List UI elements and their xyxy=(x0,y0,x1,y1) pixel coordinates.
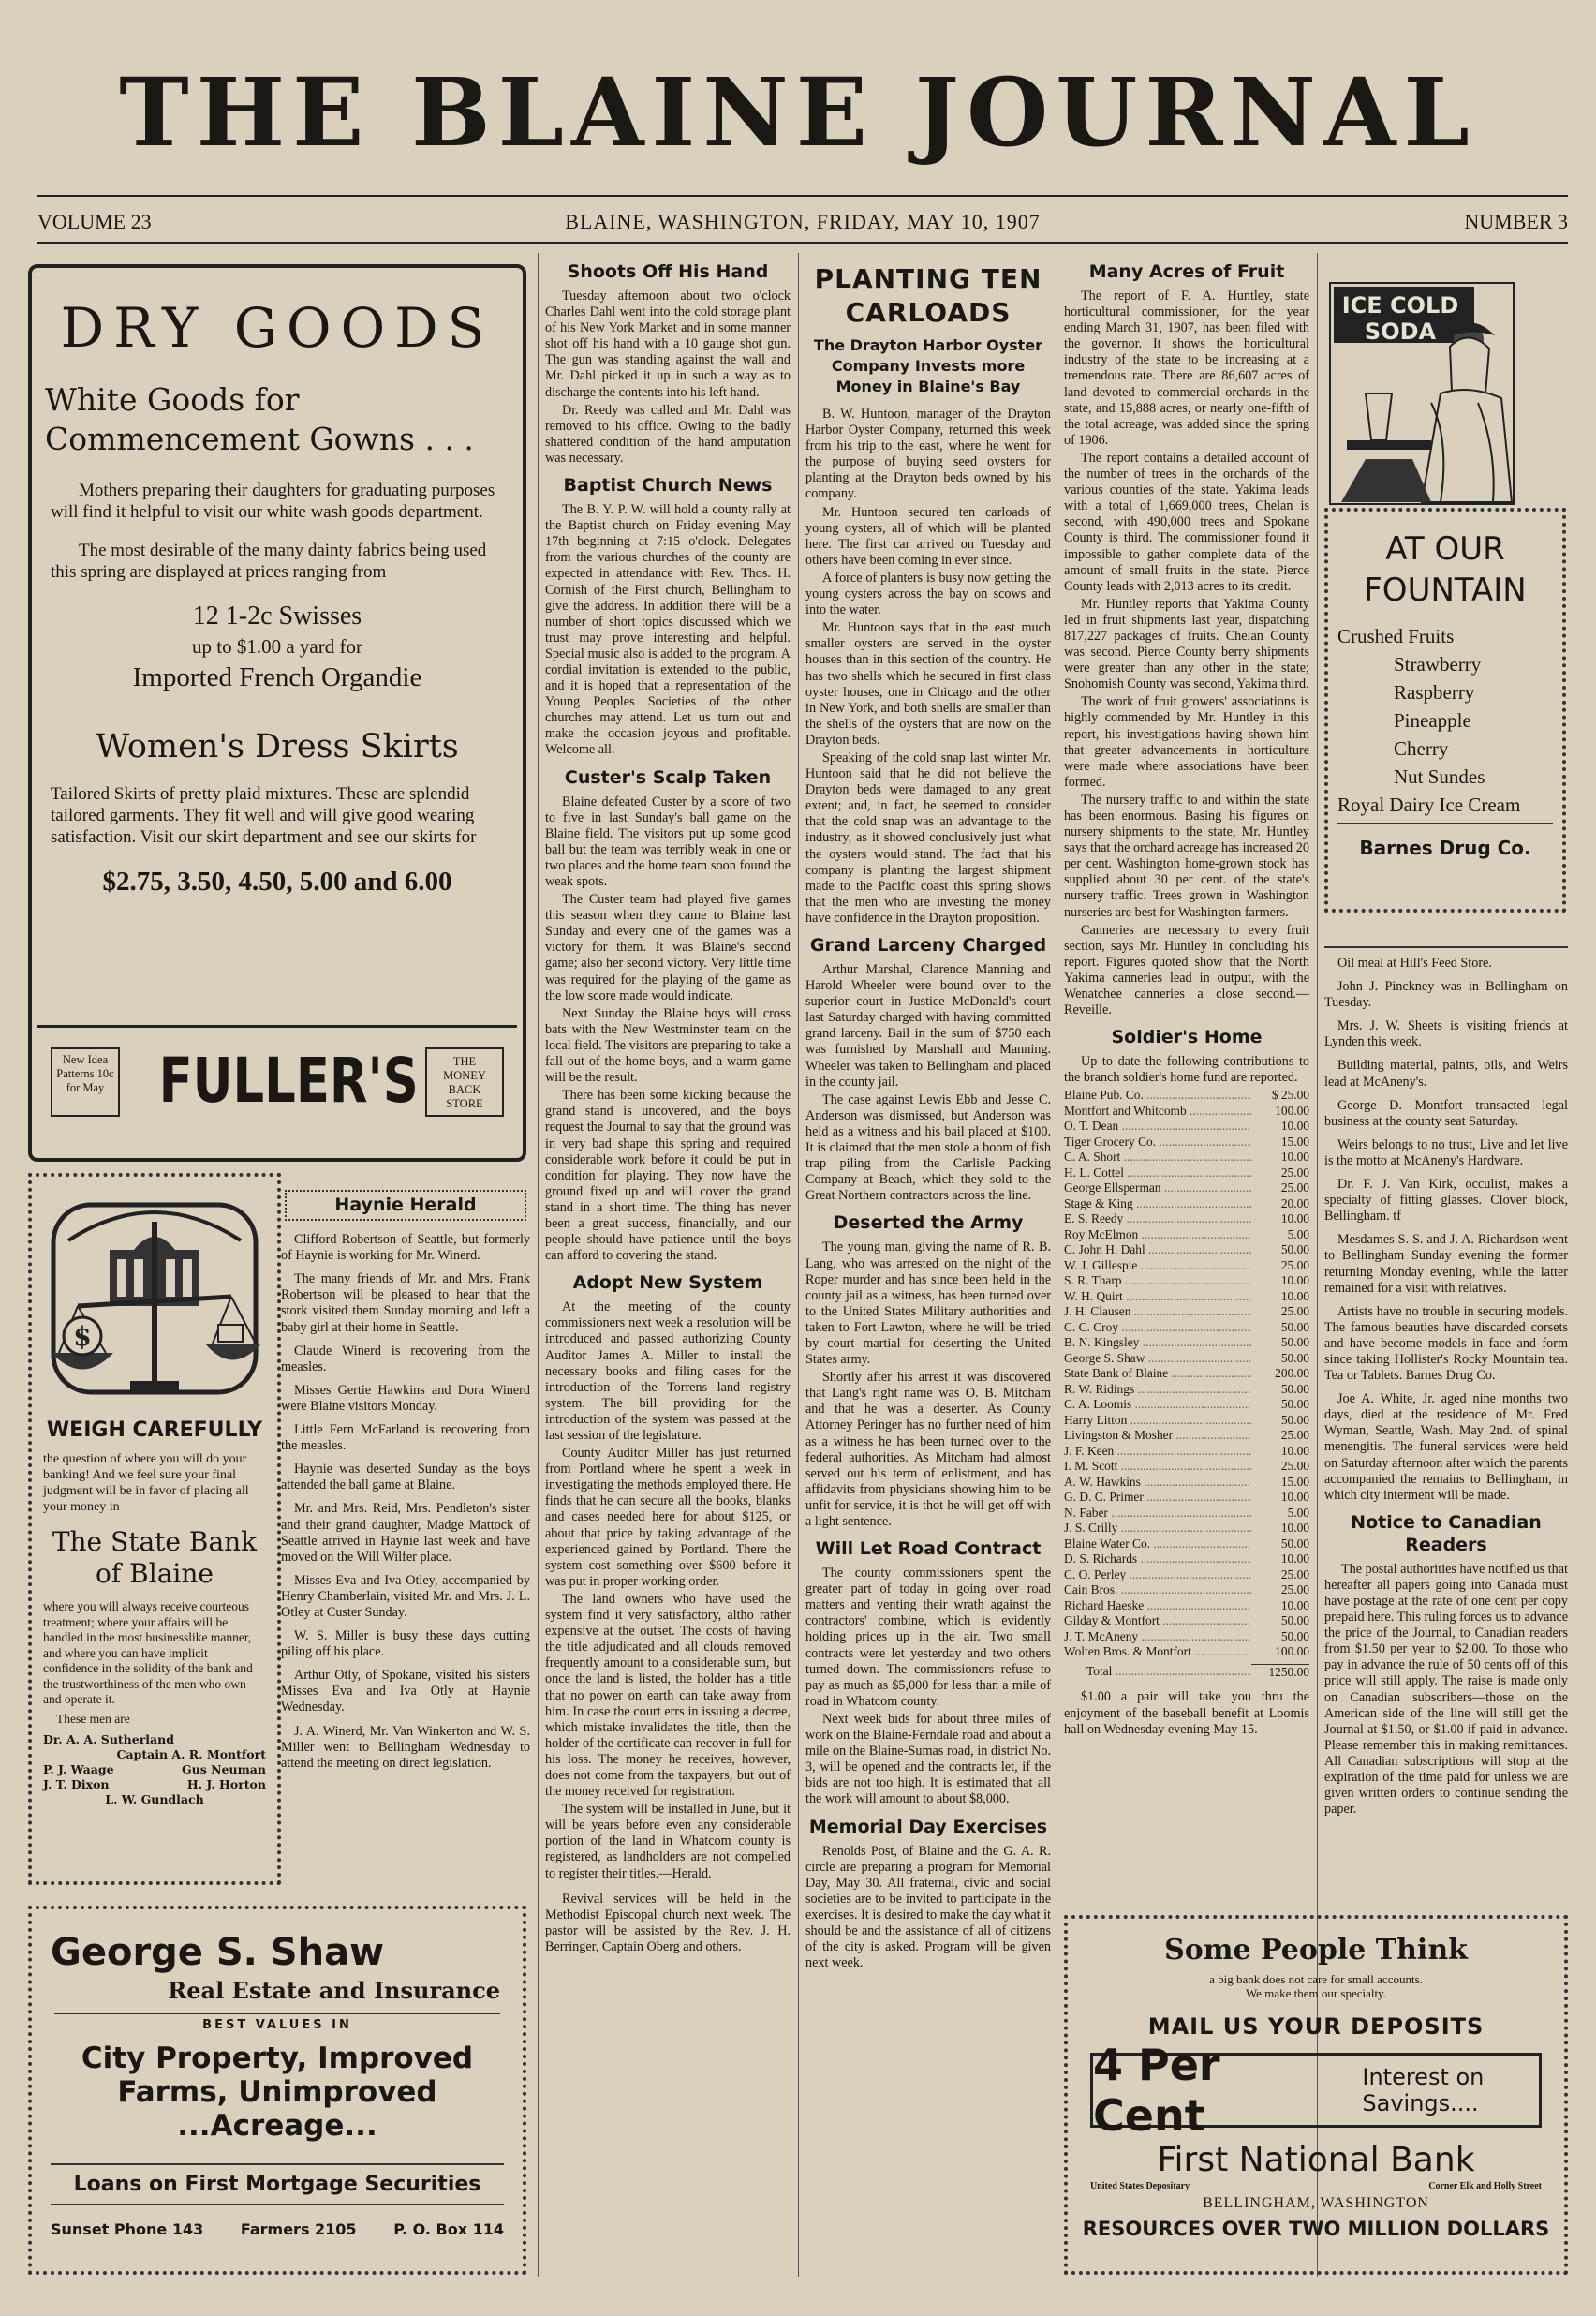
contribution-row xyxy=(1064,1382,1309,1398)
news-item: Misses Gertie Hawkins and Dora Winerd were Blaine visitors Monday. xyxy=(281,1382,530,1414)
specialty-text: We make them our specialty. xyxy=(1245,1986,1387,2000)
contributor-name: Tiger Grocery Co. ..... xyxy=(1064,1135,1251,1151)
article-paragraph: Mr. Huntoon secured ten carloads of young oysters, all of which will be planted here. The first car arrived on Tuesday and others have been coming in ever since. xyxy=(805,504,1051,568)
shaw-name: George S. Shaw xyxy=(51,1931,385,1974)
contribution-row xyxy=(1064,1180,1309,1196)
news-item: Arthur Otly, of Spokane, visited his sisters Misses Eva and Iva Otly at Haynie Wednesday. xyxy=(281,1668,530,1715)
contributor-name: C. O. Perley ..... xyxy=(1064,1567,1251,1583)
officer-name: Gus Neuman xyxy=(181,1761,266,1776)
canadian-notice-heading: Notice to Canadian Readers xyxy=(1351,1511,1542,1555)
contribution-amount: 50.00 xyxy=(1280,1350,1309,1365)
contribution-amount: 25.00 xyxy=(1280,1180,1309,1195)
volume-label: VOLUME 23 xyxy=(37,210,152,233)
contribution-amount: 50.00 xyxy=(1280,1412,1309,1427)
contribution-row xyxy=(1064,1444,1309,1460)
contributor-name: H. L. Cottel ..... xyxy=(1064,1165,1251,1181)
skirt-prices: $2.75, 3.50, 4.50, 5.00 and 6.00 xyxy=(102,867,452,897)
article-paragraph: County Auditor Miller has just returned from Portland where he spent a week in investigating the methods employed there. He finds that he can secure all the books, blanks and cases needed here for about $125, or about that price by taking advantage of the experienced gained by Portland. There the system cost something over $600 before it was put in proper working order. xyxy=(545,1446,791,1589)
corner-label: Corner Elk and Holly Street xyxy=(1428,2181,1542,2191)
fuller-dry-goods-ad xyxy=(28,264,526,1162)
best-values-label: BEST VALUES IN xyxy=(54,2013,500,2032)
contribution-row xyxy=(1064,1413,1309,1429)
contribution-amount: 25.00 xyxy=(1280,1165,1309,1180)
contributor-name: Blaine Pub. Co. ..... xyxy=(1064,1088,1251,1104)
oyster-subheadline: The Drayton Harbor Oyster Company Invests more Money in Blaine's Bay xyxy=(813,336,1043,395)
contributor-name: W. H. Quirt ..... xyxy=(1064,1289,1251,1305)
money-back-box: THE MONEY BACK STORE xyxy=(425,1047,504,1117)
contribution-row xyxy=(1064,1304,1309,1320)
local-item: Artists have no trouble in securing models. The famous beauties have discarded corsets and have become models in face and form since taking Hollister's Rocky Mountain tea. Tea or Tablets. Barnes Drug Co. xyxy=(1324,1303,1568,1384)
news-item: Clifford Robertson of Seattle, but formerly of Haynie is working for Mr. Winerd. xyxy=(281,1232,530,1264)
article-paragraph: Tuesday afternoon about two o'clock Charles Dahl went into the cold storage plant of his New York Market and in some manner shot off his hand with a 10 gauge shot gun. The gun was standing against the wall and Mr. Dahl picked it up in such a way as to discharge the contents into his left hand. xyxy=(545,289,791,400)
news-item: Claude Winerd is recovering from the measles. xyxy=(281,1343,530,1374)
article-paragraph: The case against Lewis Ebb and Jesse C. Anderson was dismissed, but Anderson was held as a witness and his bail placed at $100. It is claimed that the men stole a boom of fish trap piling from the Carlisle Packing Company at Beach, which they sold to the Great Northern contractors across the line. xyxy=(805,1091,1051,1204)
article-paragraph: The young man, giving the name of R. B. Lang, who was arrested on the night of the Roper murder and has since been held in the county jail as a witness, has been turned over to the United States Military authorities and taken to Fort Lawton, where he will be tried by court martial for deserting the United States army. xyxy=(805,1240,1051,1368)
article-heading: Memorial Day Exercises xyxy=(808,1816,1048,1837)
article-paragraph: Next Sunday the Blaine boys will cross bats with the New Westminster team on the local field. The visitors are preparing to take a fall out of the home boys, and a warm game will be the result. xyxy=(545,1005,791,1086)
contribution-amount: 50.00 xyxy=(1280,1319,1309,1334)
contributor-name: Cain Bros. ..... xyxy=(1064,1582,1251,1598)
contribution-amount: 50.00 xyxy=(1280,1397,1309,1412)
total-amount: 1250.00 xyxy=(1251,1664,1309,1681)
article-paragraph: Mr. Huntley reports that Yakima County led in fruit shipments last year, dispatching 817,227 packages of fruits. Chelan County was second. Pierce County berry shipments were greater than any other in the state; Snohomish County was second, Yakima third. xyxy=(1064,596,1309,692)
contribution-amount: 50.00 xyxy=(1280,1381,1309,1396)
contribution-amount: 50.00 xyxy=(1280,1242,1309,1257)
contribution-amount: 50.00 xyxy=(1280,1335,1309,1350)
contribution-row xyxy=(1064,1088,1309,1104)
news-item: Mr. and Mrs. Reid, Mrs. Pendleton's sister and their grand daughter, Madge Mattock of Seattle arrived in Haynie last week and have moved on the Will Wilfer place. xyxy=(281,1501,530,1565)
contribution-amount: 10.00 xyxy=(1280,1551,1309,1566)
white-goods-text: Mothers preparing their daughters for graduating purposes will find it helpful to visit our white wash goods department. xyxy=(51,481,495,522)
local-item: Dr. F. J. Van Kirk, occulist, makes a specialty of fitting glasses. Clover block, Bellingham. tf xyxy=(1324,1177,1568,1225)
contribution-amount: 10.00 xyxy=(1280,1150,1309,1165)
article-paragraph: B. W. Huntoon, manager of the Drayton Harbor Oyster Company, returned this week from his trip to the east, where he went for the purpose of buying seed oysters for planting at the Drayton beds owned by his company. xyxy=(805,407,1051,502)
article-heading: Deserted the Army xyxy=(833,1212,1024,1234)
fountain-item: Royal Dairy Ice Cream xyxy=(1337,791,1553,824)
local-item: Oil meal at Hill's Feed Store. xyxy=(1337,956,1492,971)
contribution-row xyxy=(1064,1366,1309,1382)
contributor-name: A. W. Hawkins ..... xyxy=(1064,1475,1251,1491)
shaw-contact xyxy=(51,2220,504,2238)
article-heading: Many Acres of Fruit xyxy=(1088,261,1285,282)
officer-name: Captain A. R. Montfort xyxy=(116,1746,266,1761)
article-paragraph: The nursery traffic to and within the state has been enormous. Basing his figures on nursery shipments to the state, Mr. Huntley says that the orchard acreage has increased 20 per cent. Washington home-grown stock has supplied about 30 per cent. of the state's nursery traffic. Trees grown in Washington nurseries are best for Washington farmers. xyxy=(1064,792,1309,920)
article-paragraph: The land owners who have used the system find it very satisfactory, altho rather expensive at the outset. The costs of having the title adjudicated and all clouds removed frequently amount to a considerable sum, but once the land is listed, the holder has a title that no power on earth can take away from him. In case the court errs in issuing a decree, which mistake invalidates the title, then the holder of the certificate can recover in full for his loss. The money he receives, however, does not come from the taxpayers, but out of the money received for registration. xyxy=(545,1591,791,1800)
article-paragraph: The report of F. A. Huntley, state horticultural commissioner, for the year ending March 31, 1907, has been filed with the governor. It shows the horticultural industry of the state to be increasing at a tremendous rate. There are 86,607 acres of land devoted to commercial orchards in the state, and 15,888 acres, or nearly one-fifth of the total acreage, was added since the spring of 1906. xyxy=(1064,289,1309,448)
contribution-row xyxy=(1064,1537,1309,1552)
men-label: These men are xyxy=(56,1711,130,1726)
contribution-row xyxy=(1064,1598,1309,1614)
some-people-think-heading: Some People Think xyxy=(1164,1934,1468,1967)
contributor-name: G. D. C. Primer ..... xyxy=(1064,1490,1251,1506)
depositary-label: United States Depositary xyxy=(1090,2181,1190,2191)
contribution-row xyxy=(1064,1104,1309,1120)
shaw-loans: Loans on First Mortgage Securities xyxy=(51,2163,504,2205)
at-our-fountain-heading: AT OUR FOUNTAIN xyxy=(1364,530,1527,609)
local-item: Mrs. J. W. Sheets is visiting friends at Lynden this week. xyxy=(1324,1018,1568,1050)
article-paragraph: Revival services will be held in the Methodist Episcopal church next week. The pastor will be assisted by the Rev. J. H. Berringer, Captain Oberg and others. xyxy=(545,1891,791,1954)
contributor-name: B. N. Kingsley ..... xyxy=(1064,1335,1251,1351)
column-rule xyxy=(538,253,539,2277)
contribution-row xyxy=(1064,1289,1309,1305)
masthead-title: THE BLAINE JOURNAL xyxy=(119,57,1477,168)
contributor-name: George S. Shaw ..... xyxy=(1064,1351,1251,1367)
contribution-amount: 5.00 xyxy=(1287,1226,1309,1241)
haynie-herald-column xyxy=(281,1188,530,1900)
contribution-row xyxy=(1064,1150,1309,1165)
column-3 xyxy=(805,253,1051,2279)
fountain-item: Raspberry xyxy=(1394,681,1475,704)
local-news-column xyxy=(1324,946,1568,1883)
contributor-name: C. A. Short ..... xyxy=(1064,1150,1251,1165)
po-box: P. O. Box 114 xyxy=(393,2220,504,2238)
contribution-row xyxy=(1064,1490,1309,1506)
contributor-name: Livingston & Mosher ..... xyxy=(1064,1428,1251,1444)
first-national-bank-name: First National Bank xyxy=(1157,2141,1475,2179)
contributor-name: N. Faber ..... xyxy=(1064,1506,1251,1522)
state-bank-name: The State Bank of Blaine xyxy=(52,1526,258,1589)
shaw-properties: City Property, Improved Farms, Unimproved ...Acreage... xyxy=(81,2041,474,2143)
local-item: George D. Montfort transacted legal business at the county seat Saturday. xyxy=(1324,1097,1568,1129)
contribution-row xyxy=(1064,1428,1309,1444)
news-item: W. S. Miller is busy these days cutting piling off his place. xyxy=(281,1628,530,1660)
contribution-row xyxy=(1064,1613,1309,1629)
article-heading: Adopt New System xyxy=(572,1272,763,1294)
article-paragraph: Shortly after his arrest it was discovered that Lang's right name was O. B. Mitcham and that he was a deserter. As County Attorney Peringer has no further need of him as a witness he has been turned over to the federal authorities. As Mitcham had almost served out his term of enlistment, and has affidavits from physicians showing him to be unfit for service, it is thot he will get off with a light sentence. xyxy=(805,1370,1051,1529)
contribution-amount: 10.00 xyxy=(1280,1211,1309,1226)
contributor-name: J. S. Crilly ..... xyxy=(1064,1521,1251,1537)
haynie-herald-heading: Haynie Herald xyxy=(285,1190,526,1221)
contributor-name: Blaine Water Co. ..... xyxy=(1064,1537,1251,1552)
interest-on-savings: Interest on Savings.... xyxy=(1362,2064,1485,2116)
fountain-box xyxy=(1324,508,1566,913)
contribution-amount: 25.00 xyxy=(1280,1304,1309,1319)
mail-deposits-text: MAIL US YOUR DEPOSITS xyxy=(1147,2013,1485,2040)
contributor-name: C. C. Croy ..... xyxy=(1064,1320,1251,1336)
shaw-real-estate: Real Estate and Insurance xyxy=(168,1977,500,2004)
contributor-name: I. M. Scott ..... xyxy=(1064,1459,1251,1475)
article-heading: Baptist Church News xyxy=(563,475,773,497)
article-paragraph: The county commissioners spent the greater part of today in going over road matters and venting their wrath against the contractors' combine, which is evidently holding prices up in the air. Two small contracts were let yesterday and two others turned down. The commissioners refuse to pay as much as $5,000 for less than a mile of road in Whatcom county. xyxy=(805,1566,1051,1709)
article-paragraph: A force of planters is busy now getting the young oysters across the bay on scows and into the water. xyxy=(805,570,1051,618)
contribution-amount: 25.00 xyxy=(1280,1566,1309,1581)
article-heading: Will Let Road Contract xyxy=(815,1538,1042,1560)
contribution-amount: 10.00 xyxy=(1280,1119,1309,1134)
contributor-name: S. R. Tharp ..... xyxy=(1064,1273,1251,1289)
article-heading: Shoots Off His Hand xyxy=(567,261,769,282)
contribution-row xyxy=(1064,1227,1309,1243)
fountain-item: Nut Sundes xyxy=(1394,765,1485,788)
skirts-heading: Women's Dress Skirts xyxy=(96,728,459,765)
swisses-range: up to $1.00 a yard for xyxy=(192,635,362,658)
column-4 xyxy=(1064,253,1309,1902)
total-label: Total ..... xyxy=(1064,1664,1251,1681)
contribution-amount: 25.00 xyxy=(1280,1257,1309,1272)
contribution-amount: 10.00 xyxy=(1280,1288,1309,1303)
contribution-amount: 15.00 xyxy=(1280,1474,1309,1489)
contribution-total xyxy=(1064,1664,1309,1681)
barnes-drug-name: Barnes Drug Co. xyxy=(1359,837,1531,859)
article-paragraph: Dr. Reedy was called and Mr. Dahl was removed to his office. Owing to the badly shattered condition of the hand amputation was necessary. xyxy=(545,402,791,466)
fullers-store-name: FULLER'S xyxy=(158,1045,419,1117)
fountain-item: Pineapple xyxy=(1394,709,1471,732)
news-item: J. A. Winerd, Mr. Van Winkerton and W. S. Miller went to Bellingham Wednesday to attend the meeting on direct legislation. xyxy=(281,1723,530,1771)
first-national-bank-ad xyxy=(1064,1915,1568,2275)
contribution-amount: 25.00 xyxy=(1280,1428,1309,1443)
contribution-amount: 100.00 xyxy=(1275,1644,1309,1659)
interest-box xyxy=(1090,2040,1542,2141)
contribution-amount: 5.00 xyxy=(1287,1505,1309,1520)
news-item: Haynie was deserted Sunday as the boys attended the ball game at Blaine. xyxy=(281,1462,530,1493)
contribution-row xyxy=(1064,1320,1309,1336)
small-accounts-text: a big bank does not care for small accounts. xyxy=(1209,1972,1423,1986)
contribution-amount: $ 25.00 xyxy=(1271,1088,1309,1103)
column-2 xyxy=(545,253,791,2279)
interest-rate: 4 Per Cent xyxy=(1093,2040,1220,2141)
contributor-name: Gilday & Montfort ..... xyxy=(1064,1613,1251,1629)
weigh-carefully-heading: WEIGH CAREFULLY xyxy=(46,1418,263,1442)
contributor-name: State Bank of Blaine ..... xyxy=(1064,1366,1251,1382)
masthead-rule xyxy=(37,195,1568,197)
contribution-amount: 50.00 xyxy=(1280,1536,1309,1551)
oyster-headline: PLANTING TEN CARLOADS xyxy=(814,263,1042,328)
contributor-name: Wolten Bros. & Montfort ..... xyxy=(1064,1644,1251,1660)
article-paragraph: The report contains a detailed account of the number of trees in the orchards of the various counties of the state. Yakima leads with a total of 1,669,000 trees, Chelan is second, with 490,000 trees and Spokane County is third. The commissioner found it impossible to gather complete data of the amount of small fruits in the state. Pierce County leads with 2,013 acres to its credit. xyxy=(1064,450,1309,594)
article-paragraph: Up to date the following contributions to the branch soldier's home fund are reported. xyxy=(1064,1054,1309,1086)
contribution-amount: 50.00 xyxy=(1280,1613,1309,1628)
contributor-name: Stage & King ..... xyxy=(1064,1196,1251,1212)
weigh-text: the question of where you will do your banking! And we feel sure your final judgment will be in favor of placing all your money in xyxy=(43,1452,249,1514)
dry-goods-heading: DRY GOODS xyxy=(60,296,495,360)
contribution-list xyxy=(1064,1088,1309,1660)
article-paragraph: Arthur Marshal, Clarence Manning and Harold Wheeler were bound over to the superior court in Justice McDonald's court last Saturday charged with having committed grand larceny. Bail in the sum of $750 each was furnished by Marshall and Manning. Wheeler was taken to Bellingham and placed in the county jail. xyxy=(805,962,1051,1090)
contribution-row xyxy=(1064,1459,1309,1475)
contributor-name: J. H. Clausen ..... xyxy=(1064,1304,1251,1320)
article-heading: Custer's Scalp Taken xyxy=(564,766,772,788)
issue-number: NUMBER 3 xyxy=(1464,210,1568,233)
fabrics-text: The most desirable of the many dainty fabrics being used this spring are displayed at prices ranging from xyxy=(51,541,487,582)
contribution-row xyxy=(1064,1629,1309,1645)
contribution-row xyxy=(1064,1397,1309,1413)
contribution-row xyxy=(1064,1242,1309,1258)
contributor-name: D. S. Richards ..... xyxy=(1064,1551,1251,1567)
contributor-name: W. J. Gillespie ..... xyxy=(1064,1258,1251,1274)
contribution-row xyxy=(1064,1582,1309,1598)
contribution-amount: 100.00 xyxy=(1275,1103,1309,1118)
farmers-phone: Farmers 2105 xyxy=(240,2220,357,2238)
organdie-label: Imported French Organdie xyxy=(132,662,422,692)
officer-name: L. W. Gundlach xyxy=(105,1791,204,1806)
contributor-name: George Ellsperman ..... xyxy=(1064,1180,1251,1196)
skirts-text: Tailored Skirts of pretty plaid mixtures. These are splendid tailored garments. They fit well and will give good wearing satisfaction. Visit our skirt department and see our skirts for xyxy=(51,784,477,847)
new-idea-patterns-box: New Idea Patterns 10c for May xyxy=(51,1047,120,1117)
contribution-row xyxy=(1064,1196,1309,1212)
article-heading: Grand Larceny Charged xyxy=(809,935,1047,956)
contribution-amount: 20.00 xyxy=(1280,1195,1309,1210)
contribution-row xyxy=(1064,1335,1309,1351)
contributor-name: O. T. Dean ..... xyxy=(1064,1119,1251,1135)
contribution-amount: 10.00 xyxy=(1280,1521,1309,1536)
local-item: John J. Pinckney was in Bellingham on Tuesday. xyxy=(1324,979,1568,1011)
article-paragraph: The Custer team had played five games this season when they came to Blaine last Sunday and every one of the games was a victory for them. It was Blaine's second game; also her second victory. Very little time was required for the playing of the game as the low score made would indicate. xyxy=(545,892,791,1003)
article-paragraph: Blaine defeated Custer by a score of two to five in last Sunday's ball game on the Blaine field. The visitors put up some good ball but the team was terribly weak in one or two places and the home team soon found the weak spots. xyxy=(545,794,791,889)
article-paragraph: $1.00 a pair will take you thru the enjoyment of the baseball benefit at Loomis hall on Wednesday evening May 15. xyxy=(1064,1689,1309,1737)
local-item: Joe A. White, Jr. aged nine months two days, died at the residence of Mr. Fred Wyman, Seattle, Wash. May 2nd. of spinal menengitis. The funeral services were held on Saturday afternoon after which the parents accompanied the remains to Bellingham, in which city interment will be made. xyxy=(1324,1391,1568,1503)
contribution-row xyxy=(1064,1351,1309,1367)
officer-name: H. J. Horton xyxy=(186,1776,266,1791)
dateline-rule xyxy=(37,242,1568,244)
contributor-name: Harry Litton ..... xyxy=(1064,1413,1251,1429)
sunset-phone: Sunset Phone 143 xyxy=(51,2220,204,2238)
contribution-row xyxy=(1064,1258,1309,1274)
officer-name: J. T. Dixon xyxy=(43,1776,110,1791)
fountain-items xyxy=(1337,622,1553,824)
article-paragraph: Next week bids for about three miles of work on the Blaine-Ferndale road and about a mile on the Blaine-Sumas road, in district No. 3, will be opened and the contracts let, if the bids are not too high. It is estimated that all the work will amount to about $8,000. xyxy=(805,1711,1051,1807)
contribution-amount: 25.00 xyxy=(1280,1459,1309,1474)
contributor-name: J. F. Keen ..... xyxy=(1064,1444,1251,1460)
contribution-row xyxy=(1064,1551,1309,1567)
contribution-amount: 200.00 xyxy=(1275,1366,1309,1381)
contributor-name: Montfort and Whitcomb ..... xyxy=(1064,1104,1251,1120)
ad-divider xyxy=(37,1025,517,1028)
article-paragraph: Renolds Post, of Blaine and the G. A. R. circle are preparing a program for Memorial Day, May 30. All fraternal, civic and social societies are to be invited to participate in the exercises. It is desired to make the day what it should be and the assistance of all of citizens of the city is asked. Program will be given next week. xyxy=(805,1843,1051,1971)
bank-city: BELLINGHAM, WASHINGTON xyxy=(1203,2195,1429,2211)
fountain-item: Strawberry xyxy=(1394,653,1482,676)
canadian-notice-text: The postal authorities have notified us that hereafter all papers going into Canada must have postage at the rate of one cent per copy prepaid here. This ruling forces us to advance the price of the Journal, to Canadian readers from $1.50 per year to $2.00. To those who pay in advance the rule of 50 cents off of this price will still apply. The raise is made only on Canadian subscribers—those on the American side of the line will still get the Journal at $1.50, or $1.00 if paid in advance. Please remember this in making remittances. All Canadian subscriptions will stop at the expiration of the time paid for unless we are given written orders to continue sending the paper. xyxy=(1324,1561,1568,1818)
bank-address-line xyxy=(1090,2181,1542,2191)
officer-name: Dr. A. A. Sutherland xyxy=(43,1731,174,1746)
white-goods-heading: White Goods for Commencement Gowns . . . xyxy=(45,381,474,457)
article-paragraph: The B. Y. P. W. will hold a county rally at the Baptist church on Friday evening May 17th beginning at 7:15 o'clock. Delegates from the various churches of the county are expected in attendance with Rev. Thos. H. Cornish of the First church, Bellingham to give the address. In addition there will be a number of short topics discussed which we trust may prove interesting and helpful. Special music also is added to the program. A cordial invitation is extended to the public, and it is hoped that a representation of the Young Peoples Societies of the other churches may attend. Let us turn out and make the occasion joyous and profitable. Welcome all. xyxy=(545,502,791,758)
dateline: BLAINE, WASHINGTON, FRIDAY, MAY 10, 1907 xyxy=(565,210,1041,233)
fountain-item: Cherry xyxy=(1394,737,1449,760)
contribution-row xyxy=(1064,1506,1309,1522)
contribution-amount: 50.00 xyxy=(1280,1628,1309,1643)
contributor-name: E. S. Reedy ..... xyxy=(1064,1211,1251,1227)
contributor-name: Richard Haeske ..... xyxy=(1064,1598,1251,1614)
contribution-row xyxy=(1064,1135,1309,1151)
contributor-name: R. W. Ridings ..... xyxy=(1064,1382,1251,1398)
state-bank-ad xyxy=(28,1173,281,1885)
local-item: Weirs belongs to no trust, Live and let live is the motto at McAneny's Hardware. xyxy=(1324,1136,1568,1168)
contribution-amount: 10.00 xyxy=(1280,1443,1309,1458)
contribution-row xyxy=(1064,1521,1309,1537)
contribution-amount: 25.00 xyxy=(1280,1582,1309,1597)
contribution-row xyxy=(1064,1119,1309,1135)
article-paragraph: Speaking of the cold snap last winter Mr. Huntoon said that he did not believe the Drayton beds were damaged to any great extent; and, in fact, he seemed to consider that the cold snap was an advantage to the industry, as it showed conclusively just what the oysters would stand. The fact that his company is planting the largest shipment made to the Pacific coast this spring shows that the men who are investing the money have confidence in the Drayton proposition. xyxy=(805,750,1051,926)
column-rule xyxy=(798,253,799,2277)
bank-text: where you will always receive courteous treatment; where your affairs will be handled in the most businesslike manner, and where you can have implicit confidence in the solidity of the bank and the trustworthiness of the men who own and operate it. xyxy=(43,1599,253,1706)
article-paragraph: At the meeting of the county commissioners next week a resolution will be introduced and passed authorizing County Auditor James A. Miller to install the necessary books and filing cases for the introduction of the Torrens land registry system. The bill providing for the introduction of the system was passed at the last session of the legislature. xyxy=(545,1299,791,1443)
contributor-name: C. John H. Dahl ..... xyxy=(1064,1242,1251,1258)
bank-officers xyxy=(43,1732,266,1807)
barnes-drug-ad xyxy=(1324,274,1570,929)
article-paragraph: The work of fruit growers' associations is highly commended by Mr. Huntley in this report, his investigations having shown him that greater advancements in horticulture were made where associations have been formed. xyxy=(1064,694,1309,790)
bank-resources: RESOURCES OVER TWO MILLION DOLLARS xyxy=(1082,2218,1550,2240)
article-paragraph: Mr. Huntoon says that in the east much smaller oysters are served in the oyster houses than in this section of the country. He has two shells which he secured in first class oyster houses, one in Chicago and the other in New York, and both shells are smaller than the shells of the oysters that are now on the Drayton beds. xyxy=(805,620,1051,748)
svg-text:$: $ xyxy=(73,1321,92,1352)
scales-illustration xyxy=(40,1184,269,1409)
contribution-amount: 10.00 xyxy=(1280,1490,1309,1505)
ice-cold-soda-sign: ICE COLD SODA xyxy=(1341,292,1459,345)
contribution-row xyxy=(1064,1644,1309,1660)
contribution-row xyxy=(1064,1567,1309,1583)
contribution-amount: 10.00 xyxy=(1280,1273,1309,1288)
fountain-item: Crushed Fruits xyxy=(1337,625,1455,647)
contributor-name: Roy McElmon ..... xyxy=(1064,1227,1251,1243)
officer-name: P. J. Waage xyxy=(43,1761,114,1776)
contribution-row xyxy=(1064,1165,1309,1181)
news-item: Little Fern McFarland is recovering from the measles. xyxy=(281,1422,530,1454)
local-item: Building material, paints, oils, and Weirs lead at McAneny's. xyxy=(1324,1058,1568,1090)
article-paragraph: There has been some kicking because the grand stand is uncovered, and the boys request the Journal to say that the ground was in very bad shape this spring and required considerable work before it could be put in condition for playing. They now have the ground fixed up and will cover the grand stand in a short time. The thing has never been a great success, financially, and our people should have patience until the boys can afford to covering the stand. xyxy=(545,1088,791,1264)
contribution-amount: 15.00 xyxy=(1280,1134,1309,1149)
contributor-name: J. T. McAneny ..... xyxy=(1064,1629,1251,1645)
george-shaw-ad xyxy=(28,1906,526,2275)
swisses-price: 12 1-2c Swisses xyxy=(192,601,362,631)
section-divider xyxy=(1324,946,1568,948)
contribution-row xyxy=(1064,1211,1309,1227)
article-paragraph: Canneries are necessary to every fruit section, says Mr. Huntley in concluding his report. Figures quoted show that the North Yakima canneries lead in output, with the Wenatchee canneries a close second.—Reveille. xyxy=(1064,922,1309,1018)
contribution-row xyxy=(1064,1273,1309,1289)
contribution-row xyxy=(1064,1475,1309,1491)
article-heading: Soldier's Home xyxy=(1111,1027,1263,1048)
contributor-name: C. A. Loomis ..... xyxy=(1064,1397,1251,1413)
news-item: Misses Eva and Iva Otley, accompanied by Henry Chamberlain, visited Mr. and Mrs. J. L. Otley at Custer Sunday. xyxy=(281,1572,530,1620)
article-paragraph: The system will be installed in June, but it will be years before even any considerable portion of the land in Whatcom county is registered, as landholders are not compelled to register their titles.—Herald. xyxy=(545,1802,791,1881)
local-item: Mesdames S. S. and J. A. Richardson went to Bellingham Sunday evening the former returning Monday evening, while the latter remained for a visit with relatives. xyxy=(1324,1232,1568,1296)
news-item: The many friends of Mr. and Mrs. Frank Robertson will be pleased to hear that the stork visited them Sunday morning and left a baby girl at their home in Seattle. xyxy=(281,1271,530,1335)
contribution-amount: 10.00 xyxy=(1280,1597,1309,1612)
